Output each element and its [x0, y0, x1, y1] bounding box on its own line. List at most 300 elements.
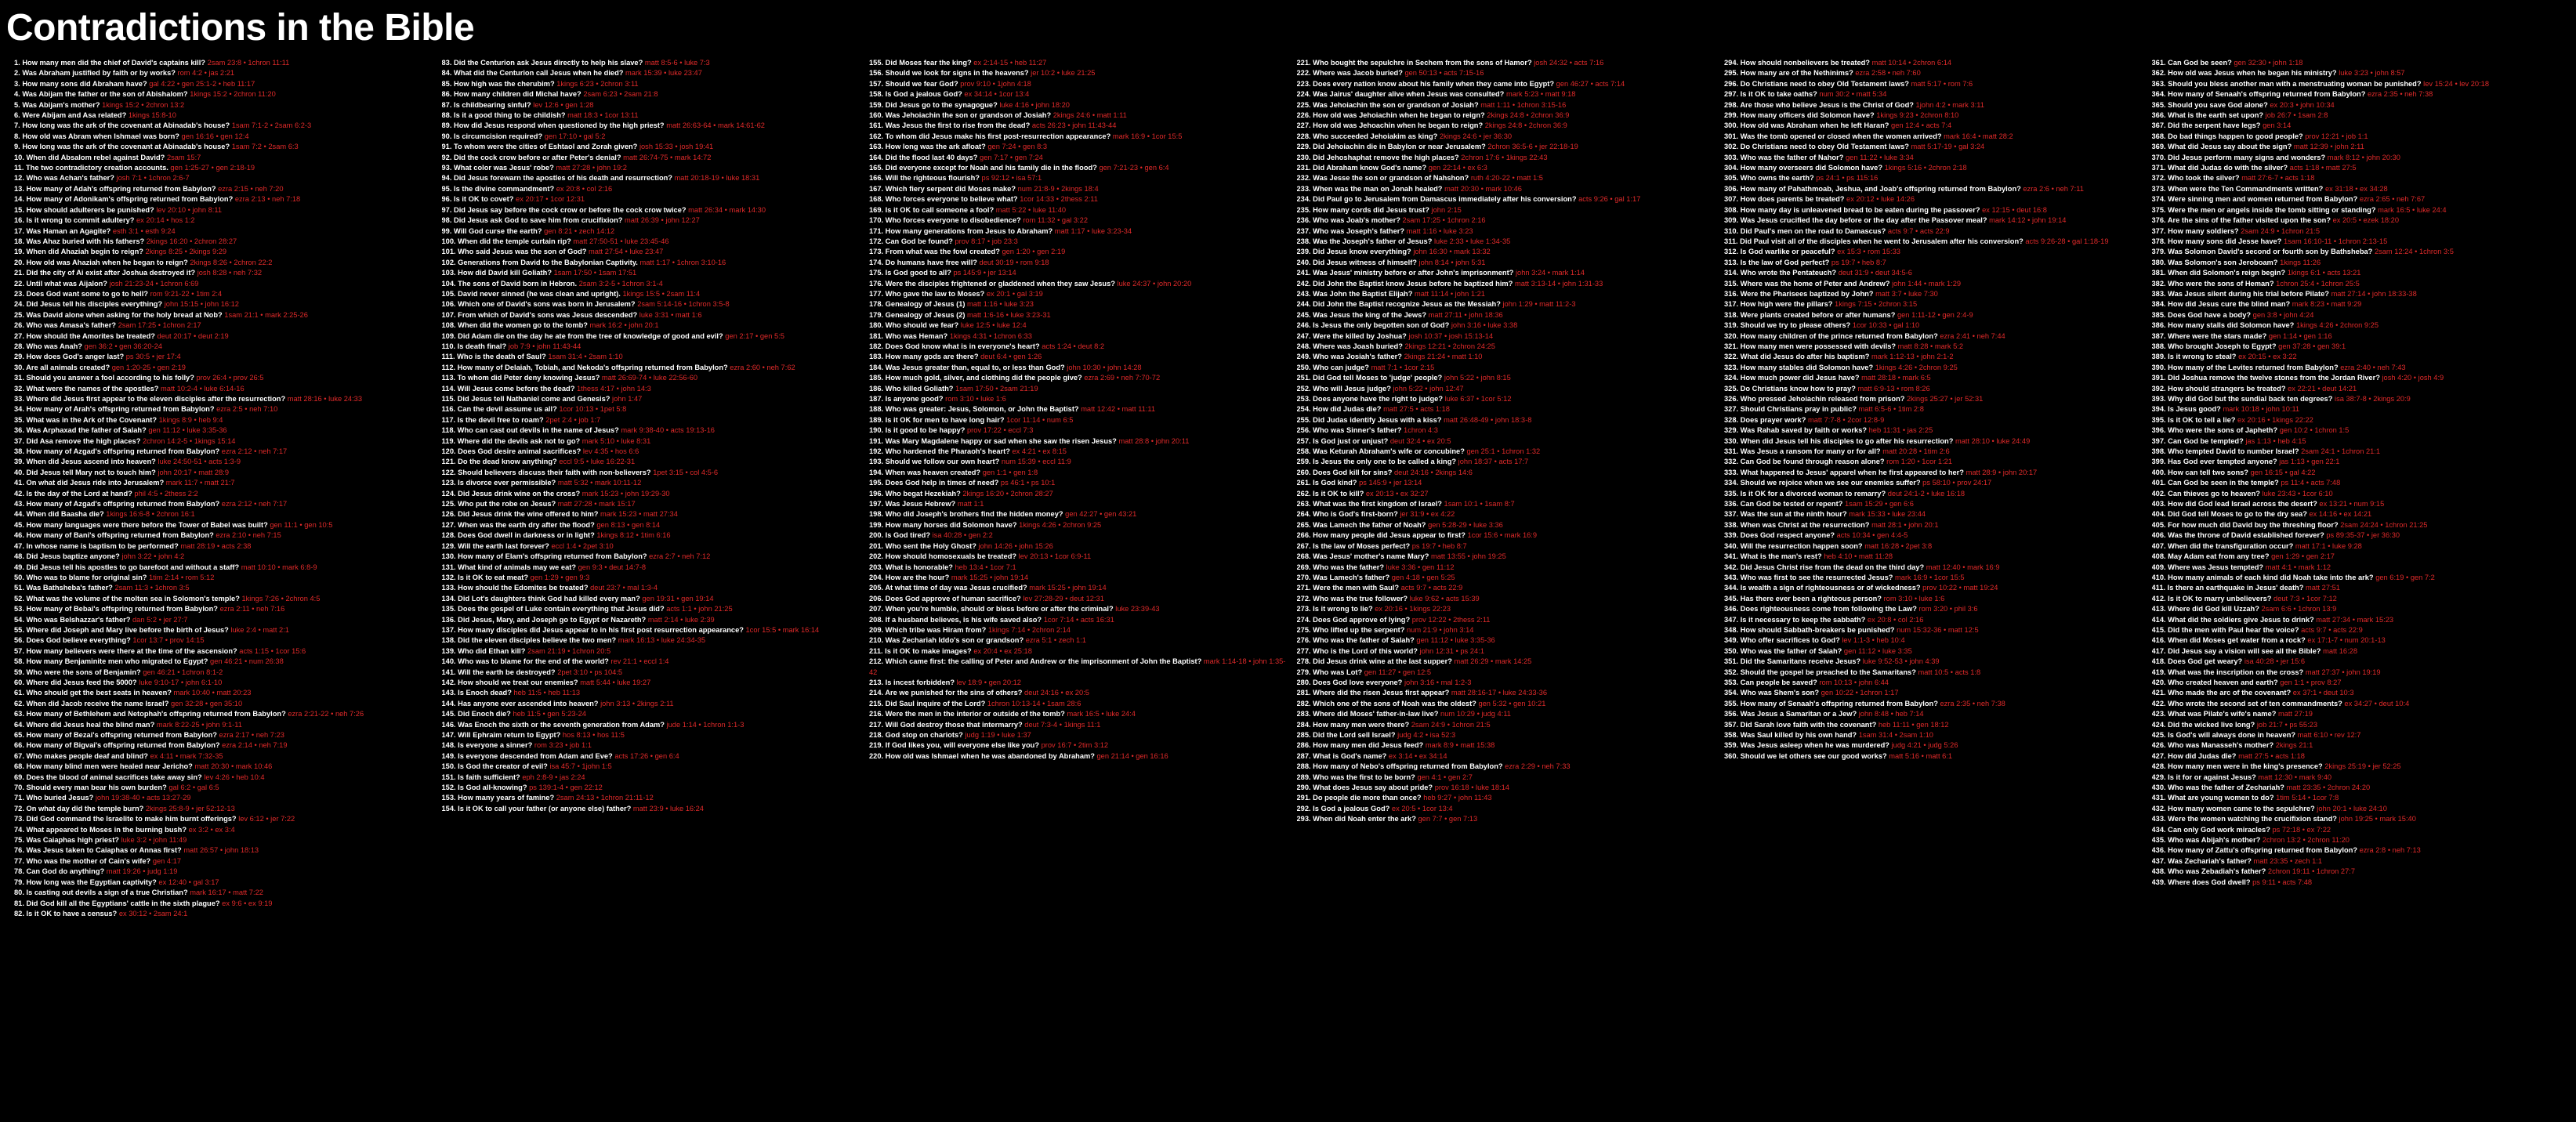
- verse-references[interactable]: john 18:37 • acts 17:7: [1458, 458, 1529, 466]
- contradiction-item[interactable]: [442, 153, 860, 163]
- verse-references[interactable]: lev 27:28-29 • deut 12:31: [1023, 594, 1104, 603]
- verse-references[interactable]: ezra 2:35 • neh 7:38: [1940, 699, 2005, 708]
- contradiction-item[interactable]: [869, 279, 1288, 289]
- verse-references[interactable]: 1john 4:2 • mark 3:11: [1915, 100, 1984, 109]
- contradiction-item[interactable]: [2152, 404, 2571, 414]
- contradiction-item[interactable]: [1724, 520, 2143, 530]
- verse-references[interactable]: luke 2:33 • luke 1:34-35: [1433, 237, 1511, 245]
- verse-references[interactable]: 2sam 21:19 • 1chron 20:5: [527, 646, 611, 655]
- contradiction-item[interactable]: [2152, 699, 2571, 709]
- verse-references[interactable]: prov 12:21 • job 1:1: [2305, 132, 2368, 140]
- contradiction-item[interactable]: [869, 635, 1288, 646]
- contradiction-item[interactable]: [442, 499, 860, 509]
- contradiction-item[interactable]: [2152, 563, 2571, 573]
- verse-references[interactable]: matt 1:16 • luke 3:23: [1406, 226, 1473, 235]
- contradiction-item[interactable]: [442, 142, 860, 152]
- verse-references[interactable]: mark 16:9 • 1cor 15:5: [1895, 573, 1965, 581]
- contradiction-item[interactable]: [1297, 657, 1716, 667]
- contradiction-item[interactable]: [1297, 58, 1716, 68]
- contradiction-item[interactable]: [2152, 773, 2571, 783]
- contradiction-item[interactable]: [1297, 478, 1716, 488]
- verse-references[interactable]: matt 26:29 • mark 14:25: [1454, 657, 1532, 666]
- verse-references[interactable]: mark 1:12-13 • john 2:1-2: [1871, 353, 1954, 361]
- contradiction-item[interactable]: [442, 447, 860, 457]
- verse-references[interactable]: 1kings 15:5 • 2sam 11:4: [622, 289, 701, 298]
- verse-references[interactable]: num 21:9 • john 3:14: [1407, 625, 1474, 634]
- verse-references[interactable]: mark 14:12 • john 19:14: [1989, 216, 2067, 225]
- contradiction-item[interactable]: [1297, 751, 1716, 762]
- verse-references[interactable]: ex 3:2 • ex 3:4: [188, 825, 235, 834]
- verse-references[interactable]: gen 11:27 • gen 12:5: [1364, 668, 1432, 676]
- verse-references[interactable]: prov 26:4 • prov 26:5: [196, 374, 264, 382]
- contradiction-item[interactable]: [2152, 709, 2571, 719]
- contradiction-item[interactable]: [1297, 573, 1716, 583]
- contradiction-item[interactable]: [869, 436, 1288, 447]
- verse-references[interactable]: rom 3:10 • luke 1:6: [1883, 594, 1945, 603]
- contradiction-item[interactable]: [14, 688, 433, 698]
- contradiction-item[interactable]: [1297, 258, 1716, 268]
- verse-references[interactable]: 2kings 21:1: [2275, 741, 2313, 750]
- contradiction-item[interactable]: [2152, 740, 2571, 751]
- verse-references[interactable]: deut 31:9 • deut 34:5-6: [1838, 269, 1912, 277]
- verse-references[interactable]: 1kings 5:16 • 2chron 2:18: [1884, 164, 1967, 172]
- contradiction-item[interactable]: [442, 89, 860, 100]
- verse-references[interactable]: lev 12:6 • gen 1:28: [533, 100, 594, 109]
- contradiction-item[interactable]: [14, 773, 433, 783]
- contradiction-item[interactable]: [1297, 310, 1716, 320]
- contradiction-item[interactable]: [442, 268, 860, 278]
- contradiction-item[interactable]: [1724, 678, 2143, 688]
- contradiction-item[interactable]: [1297, 773, 1716, 783]
- contradiction-item[interactable]: [442, 563, 860, 573]
- contradiction-item[interactable]: [1297, 184, 1716, 194]
- contradiction-item[interactable]: [2152, 604, 2571, 614]
- verse-references[interactable]: gen 1:20 • gen 2:19: [1002, 248, 1066, 256]
- contradiction-item[interactable]: [869, 552, 1288, 562]
- contradiction-item[interactable]: [1297, 163, 1716, 173]
- verse-references[interactable]: matt 28:8 • john 20:11: [1118, 436, 1190, 445]
- verse-references[interactable]: matt 20:30 • mark 10:46: [1444, 184, 1522, 193]
- verse-references[interactable]: gen 46:21 • num 26:38: [210, 657, 284, 666]
- contradiction-item[interactable]: [1297, 447, 1716, 457]
- verse-references[interactable]: matt 5:22 • luke 11:40: [995, 205, 1067, 214]
- contradiction-item[interactable]: [869, 489, 1288, 499]
- contradiction-item[interactable]: [2152, 635, 2571, 646]
- contradiction-item[interactable]: [442, 783, 860, 793]
- contradiction-item[interactable]: [2152, 499, 2571, 509]
- contradiction-item[interactable]: [1724, 699, 2143, 709]
- verse-references[interactable]: ex 20:4 • ex 25:18: [973, 646, 1032, 655]
- verse-references[interactable]: isa 40:28 • gen 2:2: [932, 531, 993, 540]
- contradiction-item[interactable]: [14, 563, 433, 573]
- contradiction-item[interactable]: [1297, 279, 1716, 289]
- contradiction-item[interactable]: [1297, 604, 1716, 614]
- contradiction-item[interactable]: [1297, 615, 1716, 625]
- verse-references[interactable]: gen 4:18 • gen 5:25: [1391, 573, 1455, 581]
- contradiction-item[interactable]: [2152, 751, 2571, 762]
- verse-references[interactable]: matt 28:18 • mark 6:5: [1861, 374, 1931, 382]
- verse-references[interactable]: heb 11:11 • gen 18:12: [1878, 720, 1949, 729]
- contradiction-item[interactable]: [442, 509, 860, 519]
- contradiction-item[interactable]: [14, 352, 433, 362]
- contradiction-item[interactable]: [869, 163, 1288, 173]
- verse-references[interactable]: mark 5:10 • luke 8:31: [582, 436, 651, 445]
- contradiction-item[interactable]: [14, 415, 433, 425]
- verse-references[interactable]: ezra 2:5 • neh 7:10: [216, 405, 278, 414]
- verse-references[interactable]: ex 20:13 • ex 32:27: [1365, 489, 1429, 498]
- verse-references[interactable]: prov 12:22 • 2thess 2:11: [1411, 615, 1491, 624]
- contradiction-item[interactable]: [2152, 468, 2571, 478]
- verse-references[interactable]: heb 4:10 • matt 11:28: [1824, 552, 1893, 561]
- verse-references[interactable]: matt 8:28 • mark 5:2: [1897, 342, 1964, 350]
- verse-references[interactable]: eph 2:8-9 • jas 2:24: [522, 773, 585, 781]
- verse-references[interactable]: ex 12:15 • deut 16:8: [1982, 205, 2047, 214]
- verse-references[interactable]: ex 3:14 • ex 34:14: [1388, 751, 1447, 760]
- contradiction-item[interactable]: [2152, 793, 2571, 803]
- verse-references[interactable]: ex 20:17 • 1cor 12:31: [516, 195, 585, 204]
- contradiction-item[interactable]: [869, 688, 1288, 698]
- verse-references[interactable]: matt 28:1 • john 20:1: [1871, 520, 1939, 529]
- verse-references[interactable]: num 21:8-9 • 2kings 18:4: [1017, 184, 1099, 193]
- contradiction-item[interactable]: [1724, 604, 2143, 614]
- verse-references[interactable]: matt 1:16 • luke 3:23: [967, 300, 1034, 309]
- verse-references[interactable]: matt 10:10 • mark 6:8-9: [241, 563, 317, 571]
- contradiction-item[interactable]: [1297, 194, 1716, 204]
- verse-references[interactable]: ps 145:9 • jer 13:14: [1359, 479, 1422, 487]
- contradiction-item[interactable]: [869, 58, 1288, 68]
- verse-references[interactable]: job 7:9 • john 11:43-44: [508, 342, 582, 350]
- verse-references[interactable]: matt 26:48-49 • john 18:3-8: [1444, 415, 1532, 424]
- verse-references[interactable]: ps 30:5 • jer 17:4: [125, 353, 181, 361]
- contradiction-item[interactable]: [14, 320, 433, 331]
- verse-references[interactable]: jas 1:13 • gen 22:1: [2279, 458, 2340, 466]
- verse-references[interactable]: matt 2:14 • luke 2:39: [647, 615, 715, 624]
- verse-references[interactable]: heb 11:5 • gen 5:23-24: [513, 710, 586, 718]
- verse-references[interactable]: ex 30:12 • 2sam 24:1: [118, 909, 188, 918]
- contradiction-item[interactable]: [869, 604, 1288, 614]
- contradiction-item[interactable]: [869, 373, 1288, 383]
- contradiction-item[interactable]: [2152, 425, 2571, 436]
- contradiction-item[interactable]: [1297, 646, 1716, 657]
- verse-references[interactable]: mark 16:5 • luke 24:4: [1067, 710, 1136, 718]
- verse-references[interactable]: 1kings 4:31 • 1chron 6:33: [949, 331, 1032, 340]
- verse-references[interactable]: ezra 2:21-22 • neh 7:26: [288, 710, 364, 718]
- contradiction-item[interactable]: [14, 425, 433, 436]
- verse-references[interactable]: matt 12:40 • mark 16:9: [1926, 563, 2000, 571]
- verse-references[interactable]: 1thess 4:17 • john 14:3: [577, 384, 651, 393]
- verse-references[interactable]: john 3:22 • john 4:2: [121, 552, 185, 561]
- contradiction-item[interactable]: [1724, 110, 2143, 121]
- verse-references[interactable]: 1kings 8:9 • heb 9:4: [158, 415, 223, 424]
- verse-references[interactable]: ezra 2:41 • neh 7:44: [1940, 331, 2005, 340]
- verse-references[interactable]: mark 16:9 • 1cor 15:5: [1112, 132, 1183, 140]
- verse-references[interactable]: matt 27:34 • mark 15:23: [2316, 615, 2394, 624]
- contradiction-item[interactable]: [2152, 79, 2571, 89]
- verse-references[interactable]: luke 24:37 • john 20:20: [1117, 279, 1192, 288]
- verse-references[interactable]: judg 1:19 • luke 1:37: [965, 731, 1031, 739]
- contradiction-item[interactable]: [2152, 373, 2571, 383]
- verse-references[interactable]: 2sam 24:13 • 1chron 21:11-12: [556, 794, 654, 802]
- verse-references[interactable]: gen 3:14: [2263, 121, 2292, 130]
- verse-references[interactable]: job 21:7 • ps 55:23: [2256, 720, 2317, 729]
- contradiction-item[interactable]: [1724, 751, 2143, 762]
- verse-references[interactable]: jer 31:9 • ex 4:22: [1400, 510, 1455, 519]
- verse-references[interactable]: heb 11:31 • jas 2:25: [1868, 426, 1933, 435]
- verse-references[interactable]: luke 12:5 • luke 12:4: [960, 321, 1027, 330]
- verse-references[interactable]: gen 3:8 • john 4:24: [2252, 310, 2314, 319]
- contradiction-item[interactable]: [2152, 720, 2571, 730]
- verse-references[interactable]: lev 20:10 • john 8:11: [156, 205, 223, 214]
- contradiction-item[interactable]: [869, 594, 1288, 604]
- verse-references[interactable]: josh 10:37 • josh 15:13-14: [1408, 331, 1494, 340]
- verse-references[interactable]: ex 14:16 • ex 14:21: [2309, 510, 2372, 519]
- contradiction-item[interactable]: [1297, 688, 1716, 698]
- verse-references[interactable]: lev 20:13 • 1cor 6:9-11: [1018, 552, 1092, 561]
- verse-references[interactable]: matt 12:42 • matt 11:11: [1081, 405, 1156, 414]
- verse-references[interactable]: gen 6:19 • gen 7:2: [2375, 573, 2435, 581]
- contradiction-item[interactable]: [14, 68, 433, 78]
- contradiction-item[interactable]: [14, 552, 433, 562]
- verse-references[interactable]: 1sam 10:1 • 1sam 8:7: [1444, 500, 1515, 509]
- verse-references[interactable]: matt 27:14 • john 18:33-38: [2331, 289, 2417, 298]
- contradiction-item[interactable]: [2152, 58, 2571, 68]
- contradiction-item[interactable]: [869, 153, 1288, 163]
- verse-references[interactable]: 2sam 24:9 • 1chron 21:5: [1411, 720, 1491, 729]
- verse-references[interactable]: matt 16:28: [2323, 646, 2358, 655]
- verse-references[interactable]: gen 21:14 • gen 16:16: [1096, 751, 1168, 760]
- verse-references[interactable]: 2kings 21:24 • matt 1:10: [1404, 353, 1483, 361]
- contradiction-item[interactable]: [869, 530, 1288, 541]
- verse-references[interactable]: john 19:25 • mark 15:40: [2339, 815, 2416, 823]
- verse-references[interactable]: gen 9:3 • deut 14:7-8: [578, 563, 647, 571]
- contradiction-item[interactable]: [2152, 478, 2571, 488]
- verse-references[interactable]: matt 5:44 • luke 19:27: [580, 678, 651, 686]
- verse-references[interactable]: jude 1:14 • 1chron 1:1-3: [666, 720, 745, 729]
- contradiction-item[interactable]: [442, 320, 860, 331]
- contradiction-item[interactable]: [14, 132, 433, 142]
- contradiction-item[interactable]: [1724, 268, 2143, 278]
- contradiction-item[interactable]: [14, 447, 433, 457]
- verse-references[interactable]: rom 9:21-22 • 1tim 2:4: [150, 289, 223, 298]
- contradiction-item[interactable]: [1297, 468, 1716, 478]
- verse-references[interactable]: 2kings 8:25 • 2kings 9:29: [145, 248, 227, 256]
- verse-references[interactable]: matt 5:17 • rom 7:6: [1911, 79, 1973, 88]
- contradiction-item[interactable]: [442, 299, 860, 309]
- verse-references[interactable]: ps 24:1 • ps 115:16: [1816, 174, 1879, 183]
- contradiction-item[interactable]: [1724, 310, 2143, 320]
- verse-references[interactable]: 1kings 9:23 • 2chron 8:10: [1876, 111, 1959, 120]
- verse-references[interactable]: john 5:22 • john 12:47: [1393, 384, 1464, 393]
- contradiction-item[interactable]: [14, 394, 433, 404]
- contradiction-item[interactable]: [1724, 404, 2143, 414]
- verse-references[interactable]: john 14:26 • john 15:26: [978, 541, 1053, 550]
- contradiction-item[interactable]: [1724, 289, 2143, 299]
- verse-references[interactable]: gen 1:29 • gen 9:3: [530, 573, 590, 581]
- contradiction-item[interactable]: [14, 520, 433, 530]
- verse-references[interactable]: ps 9:11 • acts 7:48: [2252, 878, 2313, 886]
- contradiction-item[interactable]: [14, 184, 433, 194]
- contradiction-item[interactable]: [2152, 615, 2571, 625]
- contradiction-item[interactable]: [1297, 625, 1716, 635]
- verse-references[interactable]: mark 1:14-18 • john 1:35-42: [869, 657, 1286, 676]
- verse-references[interactable]: ex 20:3 • john 10:34: [2270, 100, 2335, 109]
- verse-references[interactable]: gen 17:10 • gal 5:2: [544, 132, 606, 140]
- contradiction-item[interactable]: [442, 751, 860, 762]
- verse-references[interactable]: luke 6:37 • 1cor 5:12: [1444, 395, 1512, 403]
- verse-references[interactable]: 2sam 11:3 • 1chron 3:5: [114, 584, 190, 592]
- contradiction-item[interactable]: [1297, 783, 1716, 793]
- verse-references[interactable]: ezra 2:6 • neh 7:11: [2023, 184, 2084, 193]
- contradiction-item[interactable]: [2152, 594, 2571, 604]
- contradiction-item[interactable]: [14, 867, 433, 877]
- verse-references[interactable]: matt 1:1: [957, 500, 984, 509]
- verse-references[interactable]: num 30:2 • matt 5:34: [1819, 90, 1887, 99]
- contradiction-item[interactable]: [14, 163, 433, 173]
- contradiction-item[interactable]: [442, 352, 860, 362]
- verse-references[interactable]: josh 15:33 • josh 19:41: [639, 143, 714, 151]
- verse-references[interactable]: 1chron 25:4 • 1chron 25:5: [2276, 279, 2360, 288]
- verse-references[interactable]: acts 9:26 • gal 1:17: [1578, 195, 1641, 204]
- verse-references[interactable]: 1cor 7:14 • acts 16:31: [1043, 615, 1114, 624]
- verse-references[interactable]: ex 34:14 • 1cor 13:4: [964, 90, 1030, 99]
- verse-references[interactable]: ezra 2:12 • neh 7:17: [221, 500, 288, 509]
- contradiction-item[interactable]: [14, 573, 433, 583]
- verse-references[interactable]: ex 13:21 • num 9:15: [2319, 500, 2385, 509]
- contradiction-item[interactable]: [869, 751, 1288, 762]
- verse-references[interactable]: matt 27:11 • john 18:36: [1428, 310, 1503, 319]
- contradiction-item[interactable]: [2152, 530, 2571, 541]
- verse-references[interactable]: 2sam 6:6 • 1chron 13:9: [2261, 605, 2337, 613]
- contradiction-item[interactable]: [1297, 142, 1716, 152]
- contradiction-item[interactable]: [1724, 363, 2143, 373]
- verse-references[interactable]: matt 11:14 • john 1:21: [1415, 289, 1485, 298]
- verse-references[interactable]: acts 10:34 • gen 4:4-5: [1836, 531, 1908, 540]
- verse-references[interactable]: ps 89:35-37 • jer 36:30: [2326, 531, 2400, 540]
- contradiction-item[interactable]: [869, 447, 1288, 457]
- contradiction-item[interactable]: [2152, 163, 2571, 173]
- verse-references[interactable]: john 20:17 • matt 28:9: [158, 468, 229, 476]
- contradiction-item[interactable]: [1297, 709, 1716, 719]
- contradiction-item[interactable]: [1724, 457, 2143, 467]
- contradiction-item[interactable]: [14, 499, 433, 509]
- contradiction-item[interactable]: [2152, 247, 2571, 257]
- verse-references[interactable]: 1sam 15:29 • gen 6:6: [1844, 500, 1914, 509]
- verse-references[interactable]: 1kings 4:26 • 2chron 9:25: [2295, 321, 2379, 330]
- contradiction-item[interactable]: [1297, 132, 1716, 142]
- contradiction-item[interactable]: [2152, 342, 2571, 352]
- verse-references[interactable]: ruth 4:20-22 • matt 1:5: [1470, 174, 1543, 183]
- contradiction-item[interactable]: [869, 415, 1288, 425]
- contradiction-item[interactable]: [442, 436, 860, 447]
- contradiction-item[interactable]: [14, 194, 433, 204]
- contradiction-item[interactable]: [1297, 436, 1716, 447]
- verse-references[interactable]: 2kings 24:8 • 2chron 36:9: [1487, 111, 1570, 120]
- contradiction-item[interactable]: [2152, 100, 2571, 110]
- verse-references[interactable]: matt 17:1 • luke 9:28: [2295, 541, 2362, 550]
- contradiction-item[interactable]: [14, 530, 433, 541]
- contradiction-item[interactable]: [1724, 478, 2143, 488]
- verse-references[interactable]: mark 8:22-25 • john 9:1-11: [156, 720, 242, 729]
- verse-references[interactable]: lev 4:35 • hos 6:6: [582, 447, 639, 456]
- contradiction-item[interactable]: [442, 121, 860, 131]
- contradiction-item[interactable]: [14, 878, 433, 888]
- contradiction-item[interactable]: [2152, 258, 2571, 268]
- contradiction-item[interactable]: [442, 194, 860, 204]
- contradiction-item[interactable]: [1297, 678, 1716, 688]
- verse-references[interactable]: prov 16:18 • luke 18:14: [1434, 784, 1509, 792]
- verse-references[interactable]: prov 17:22 • eccl 7:3: [967, 426, 1034, 435]
- contradiction-item[interactable]: [869, 89, 1288, 100]
- verse-references[interactable]: 2chron 17:6 • 1kings 22:43: [1461, 153, 1548, 161]
- contradiction-item[interactable]: [869, 110, 1288, 121]
- verse-references[interactable]: 1kings 7:14 • 2chron 2:14: [987, 625, 1071, 634]
- verse-references[interactable]: 1cor 14:33 • 2thess 2:11: [1020, 195, 1098, 204]
- contradiction-item[interactable]: [869, 194, 1288, 204]
- contradiction-item[interactable]: [1297, 394, 1716, 404]
- contradiction-item[interactable]: [1724, 425, 2143, 436]
- contradiction-item[interactable]: [442, 668, 860, 678]
- contradiction-item[interactable]: [869, 258, 1288, 268]
- verse-references[interactable]: 2sam 5:14-16 • 1chron 3:5-8: [637, 300, 730, 309]
- verse-references[interactable]: josh 7:1 • 1chron 2:6-7: [116, 174, 190, 183]
- contradiction-item[interactable]: [442, 394, 860, 404]
- verse-references[interactable]: 2sam 24:24 • 1chron 21:25: [2340, 520, 2428, 529]
- verse-references[interactable]: 1sam 17:50 • 1sam 17:51: [553, 269, 637, 277]
- contradiction-item[interactable]: [2152, 205, 2571, 215]
- verse-references[interactable]: acts 9:7 • acts 22:9: [1887, 226, 1950, 235]
- verse-references[interactable]: acts 9:7 • acts 22:9: [1400, 584, 1463, 592]
- contradiction-item[interactable]: [2152, 226, 2571, 237]
- verse-references[interactable]: acts 1:18 • matt 27:5: [2289, 164, 2357, 172]
- contradiction-item[interactable]: [1724, 635, 2143, 646]
- verse-references[interactable]: matt 27:5 • acts 1:18: [1383, 405, 1450, 414]
- verse-references[interactable]: 1kings 7:15 • 2chron 3:15: [1835, 300, 1918, 309]
- verse-references[interactable]: matt 28:16-17 • luke 24:33-36: [1451, 689, 1548, 697]
- contradiction-item[interactable]: [14, 110, 433, 121]
- verse-references[interactable]: matt 26:74-75 • mark 14:72: [623, 153, 712, 161]
- verse-references[interactable]: 2sam 24:1 • 1chron 21:1: [2301, 447, 2381, 456]
- verse-references[interactable]: luke 9:10-17 • john 6:1-10: [139, 678, 223, 686]
- verse-references[interactable]: ex 20:1 • gal 3:19: [986, 289, 1043, 298]
- contradiction-item[interactable]: [14, 835, 433, 845]
- contradiction-item[interactable]: [442, 384, 860, 394]
- contradiction-item[interactable]: [1724, 184, 2143, 194]
- verse-references[interactable]: ex 15:3 • rom 15:33: [1837, 248, 1900, 256]
- verse-references[interactable]: ezra 2:65 • neh 7:67: [2359, 195, 2426, 204]
- contradiction-item[interactable]: [442, 205, 860, 215]
- contradiction-item[interactable]: [869, 184, 1288, 194]
- verse-references[interactable]: ezra 2:29 • neh 7:33: [1505, 762, 1571, 771]
- contradiction-item[interactable]: [2152, 331, 2571, 342]
- contradiction-item[interactable]: [442, 100, 860, 110]
- contradiction-item[interactable]: [869, 425, 1288, 436]
- contradiction-item[interactable]: [1297, 79, 1716, 89]
- contradiction-item[interactable]: [869, 720, 1288, 730]
- verse-references[interactable]: matt 10:5 • acts 1:8: [1918, 668, 1981, 676]
- verse-references[interactable]: acts 1:24 • deut 8:2: [1042, 342, 1104, 350]
- verse-references[interactable]: luke 3:23 • john 8:57: [2339, 69, 2405, 78]
- verse-references[interactable]: ezra 2:7 • neh 7:12: [649, 552, 711, 561]
- verse-references[interactable]: ex 20:5 • ezek 18:20: [2332, 216, 2399, 225]
- contradiction-item[interactable]: [869, 646, 1288, 657]
- verse-references[interactable]: 1sam 31:4 • 2sam 1:10: [548, 353, 623, 361]
- verse-references[interactable]: gen 10:22 • 1chron 1:17: [1821, 689, 1899, 697]
- contradiction-item[interactable]: [14, 153, 433, 163]
- verse-references[interactable]: luke 3:31 • matt 1:6: [639, 310, 702, 319]
- verse-references[interactable]: gen 11:12 • luke 3:35-36: [1416, 636, 1495, 645]
- contradiction-item[interactable]: [869, 478, 1288, 488]
- contradiction-item[interactable]: [2152, 878, 2571, 888]
